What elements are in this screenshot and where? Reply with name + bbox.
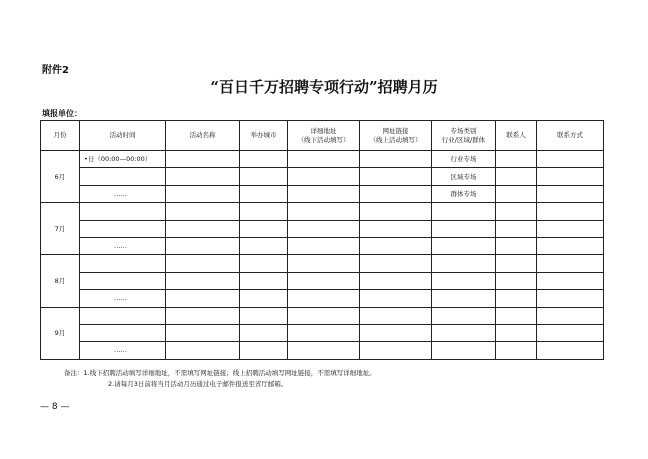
table-row — [41, 342, 604, 359]
category-cell[interactable] — [432, 290, 496, 307]
contact-method-cell[interactable] — [537, 185, 604, 202]
address-cell[interactable] — [288, 185, 360, 202]
contact-person-cell[interactable] — [496, 220, 537, 237]
contact-person-cell[interactable] — [496, 168, 537, 185]
attachment-label: 附件2 — [42, 65, 69, 76]
table-row — [41, 203, 604, 220]
url-cell[interactable] — [360, 203, 432, 220]
contact-method-cell[interactable] — [537, 342, 604, 359]
host-city-cell[interactable] — [240, 255, 288, 272]
page-title: “百日千万招聘专项行动”招聘月历 — [210, 78, 438, 96]
category-cell[interactable] — [432, 220, 496, 237]
address-cell[interactable] — [288, 220, 360, 237]
address-cell[interactable] — [288, 168, 360, 185]
table-row — [41, 324, 604, 341]
url-cell[interactable] — [360, 324, 432, 341]
activity-name-cell[interactable] — [166, 307, 240, 324]
url-cell[interactable] — [360, 342, 432, 359]
contact-method-cell[interactable] — [537, 237, 604, 254]
contact-method-cell[interactable] — [537, 220, 604, 237]
host-city-cell[interactable] — [240, 237, 288, 254]
activity-name-cell[interactable] — [166, 151, 240, 168]
table-header-row — [41, 121, 604, 151]
table-row — [41, 272, 604, 289]
category-cell[interactable] — [432, 342, 496, 359]
url-cell[interactable] — [360, 168, 432, 185]
category-cell[interactable] — [432, 255, 496, 272]
activity-time-cell[interactable]: …… — [80, 237, 166, 254]
fill-unit-label: 填报单位： — [42, 109, 82, 118]
activity-name-cell[interactable] — [166, 237, 240, 254]
activity-time-cell[interactable]: •日（00:00—00:00） — [80, 151, 166, 168]
activity-name-cell[interactable] — [166, 168, 240, 185]
note-line-1: 备注：1.线下招聘活动填写详细地址，不需填写网址链接；线上招聘活动填写网址链接，不需填写详细地址。 — [64, 369, 376, 377]
table-row — [41, 307, 604, 324]
contact-method-cell[interactable] — [537, 255, 604, 272]
host-city-cell[interactable] — [240, 324, 288, 341]
notes — [64, 368, 376, 390]
table-row — [41, 168, 604, 185]
address-cell[interactable] — [288, 342, 360, 359]
url-cell[interactable] — [360, 290, 432, 307]
address-cell[interactable] — [288, 307, 360, 324]
activity-time-cell[interactable] — [80, 220, 166, 237]
contact-method-cell[interactable] — [537, 203, 604, 220]
address-cell[interactable] — [288, 272, 360, 289]
activity-name-cell[interactable] — [166, 272, 240, 289]
activity-name-cell[interactable] — [166, 290, 240, 307]
url-cell[interactable] — [360, 272, 432, 289]
table-row — [41, 255, 604, 272]
header-contact-person: 联系人 — [496, 121, 537, 151]
address-cell[interactable] — [288, 255, 360, 272]
header-category-main: 专场类别 — [450, 127, 477, 136]
host-city-cell[interactable] — [240, 168, 288, 185]
category-cell: 行业专场 — [432, 151, 496, 168]
category-cell: 群体专场 — [432, 185, 496, 202]
activity-time-cell[interactable] — [80, 324, 166, 341]
table-row — [41, 185, 604, 202]
activity-name-cell[interactable] — [166, 185, 240, 202]
activity-time-cell[interactable] — [80, 307, 166, 324]
header-category-sub: 行业/区域/群体 — [441, 135, 486, 144]
address-cell[interactable] — [288, 290, 360, 307]
contact-method-cell[interactable] — [537, 324, 604, 341]
month-cell: 8月 — [41, 255, 80, 307]
contact-person-cell[interactable] — [496, 307, 537, 324]
category-cell[interactable] — [432, 203, 496, 220]
activity-time-cell[interactable] — [80, 203, 166, 220]
address-cell[interactable] — [288, 203, 360, 220]
recruitment-calendar-table — [40, 120, 604, 360]
host-city-cell[interactable] — [240, 307, 288, 324]
address-cell[interactable] — [288, 151, 360, 168]
address-cell[interactable] — [288, 324, 360, 341]
month-cell: 9月 — [41, 307, 80, 359]
activity-time-cell[interactable] — [80, 255, 166, 272]
host-city-cell[interactable] — [240, 151, 288, 168]
activity-name-cell[interactable] — [166, 342, 240, 359]
address-cell[interactable] — [288, 237, 360, 254]
contact-person-cell[interactable] — [496, 151, 537, 168]
contact-person-cell[interactable] — [496, 185, 537, 202]
contact-method-cell[interactable] — [537, 151, 604, 168]
contact-person-cell[interactable] — [496, 324, 537, 341]
note-line-2: 2.请每月3日前将当月活动月历通过电子邮件报送至省厅邮箱。 — [108, 380, 288, 388]
activity-name-cell[interactable] — [166, 220, 240, 237]
url-cell[interactable] — [360, 151, 432, 168]
table-row — [41, 220, 604, 237]
header-url — [360, 121, 432, 151]
category-cell[interactable] — [432, 307, 496, 324]
host-city-cell[interactable] — [240, 185, 288, 202]
header-url-main: 网址链接 — [382, 127, 409, 136]
activity-name-cell[interactable] — [166, 324, 240, 341]
contact-method-cell[interactable] — [537, 307, 604, 324]
header-host-city: 举办城市 — [240, 121, 288, 151]
host-city-cell[interactable] — [240, 272, 288, 289]
activity-time-cell[interactable] — [80, 272, 166, 289]
contact-person-cell[interactable] — [496, 272, 537, 289]
table-row — [41, 151, 604, 168]
contact-method-cell[interactable] — [537, 168, 604, 185]
url-cell[interactable] — [360, 237, 432, 254]
url-cell[interactable] — [360, 255, 432, 272]
contact-person-cell[interactable] — [496, 342, 537, 359]
header-contact-method: 联系方式 — [537, 121, 604, 151]
header-url-sub: （线上活动填写） — [369, 135, 422, 144]
header-address — [288, 121, 360, 151]
host-city-cell[interactable] — [240, 203, 288, 220]
header-address-sub: （线下活动填写） — [297, 135, 350, 144]
contact-person-cell[interactable] — [496, 203, 537, 220]
activity-time-cell[interactable]: …… — [80, 290, 166, 307]
contact-person-cell[interactable] — [496, 237, 537, 254]
page-number: — 8 — — [40, 402, 70, 412]
host-city-cell[interactable] — [240, 220, 288, 237]
month-cell: 6月 — [41, 151, 80, 203]
host-city-cell[interactable] — [240, 290, 288, 307]
category-cell[interactable] — [432, 237, 496, 254]
activity-name-cell[interactable] — [166, 203, 240, 220]
category-cell: 区域专场 — [432, 168, 496, 185]
activity-name-cell[interactable] — [166, 255, 240, 272]
table-row — [41, 237, 604, 254]
table-row — [41, 290, 604, 307]
activity-time-cell[interactable]: …… — [80, 342, 166, 359]
url-cell[interactable] — [360, 220, 432, 237]
url-cell[interactable] — [360, 185, 432, 202]
activity-time-cell[interactable]: …… — [80, 185, 166, 202]
month-cell: 7月 — [41, 203, 80, 255]
contact-person-cell[interactable] — [496, 290, 537, 307]
header-category — [432, 121, 496, 151]
header-activity-time: 活动时间 — [80, 121, 166, 151]
contact-method-cell[interactable] — [537, 272, 604, 289]
contact-person-cell[interactable] — [496, 255, 537, 272]
category-cell[interactable] — [432, 324, 496, 341]
activity-time-cell[interactable] — [80, 168, 166, 185]
header-month: 月份 — [41, 121, 80, 151]
header-activity-name: 活动名称 — [166, 121, 240, 151]
category-cell[interactable] — [432, 272, 496, 289]
url-cell[interactable] — [360, 307, 432, 324]
header-address-main: 详细地址 — [310, 127, 337, 136]
contact-method-cell[interactable] — [537, 290, 604, 307]
host-city-cell[interactable] — [240, 342, 288, 359]
